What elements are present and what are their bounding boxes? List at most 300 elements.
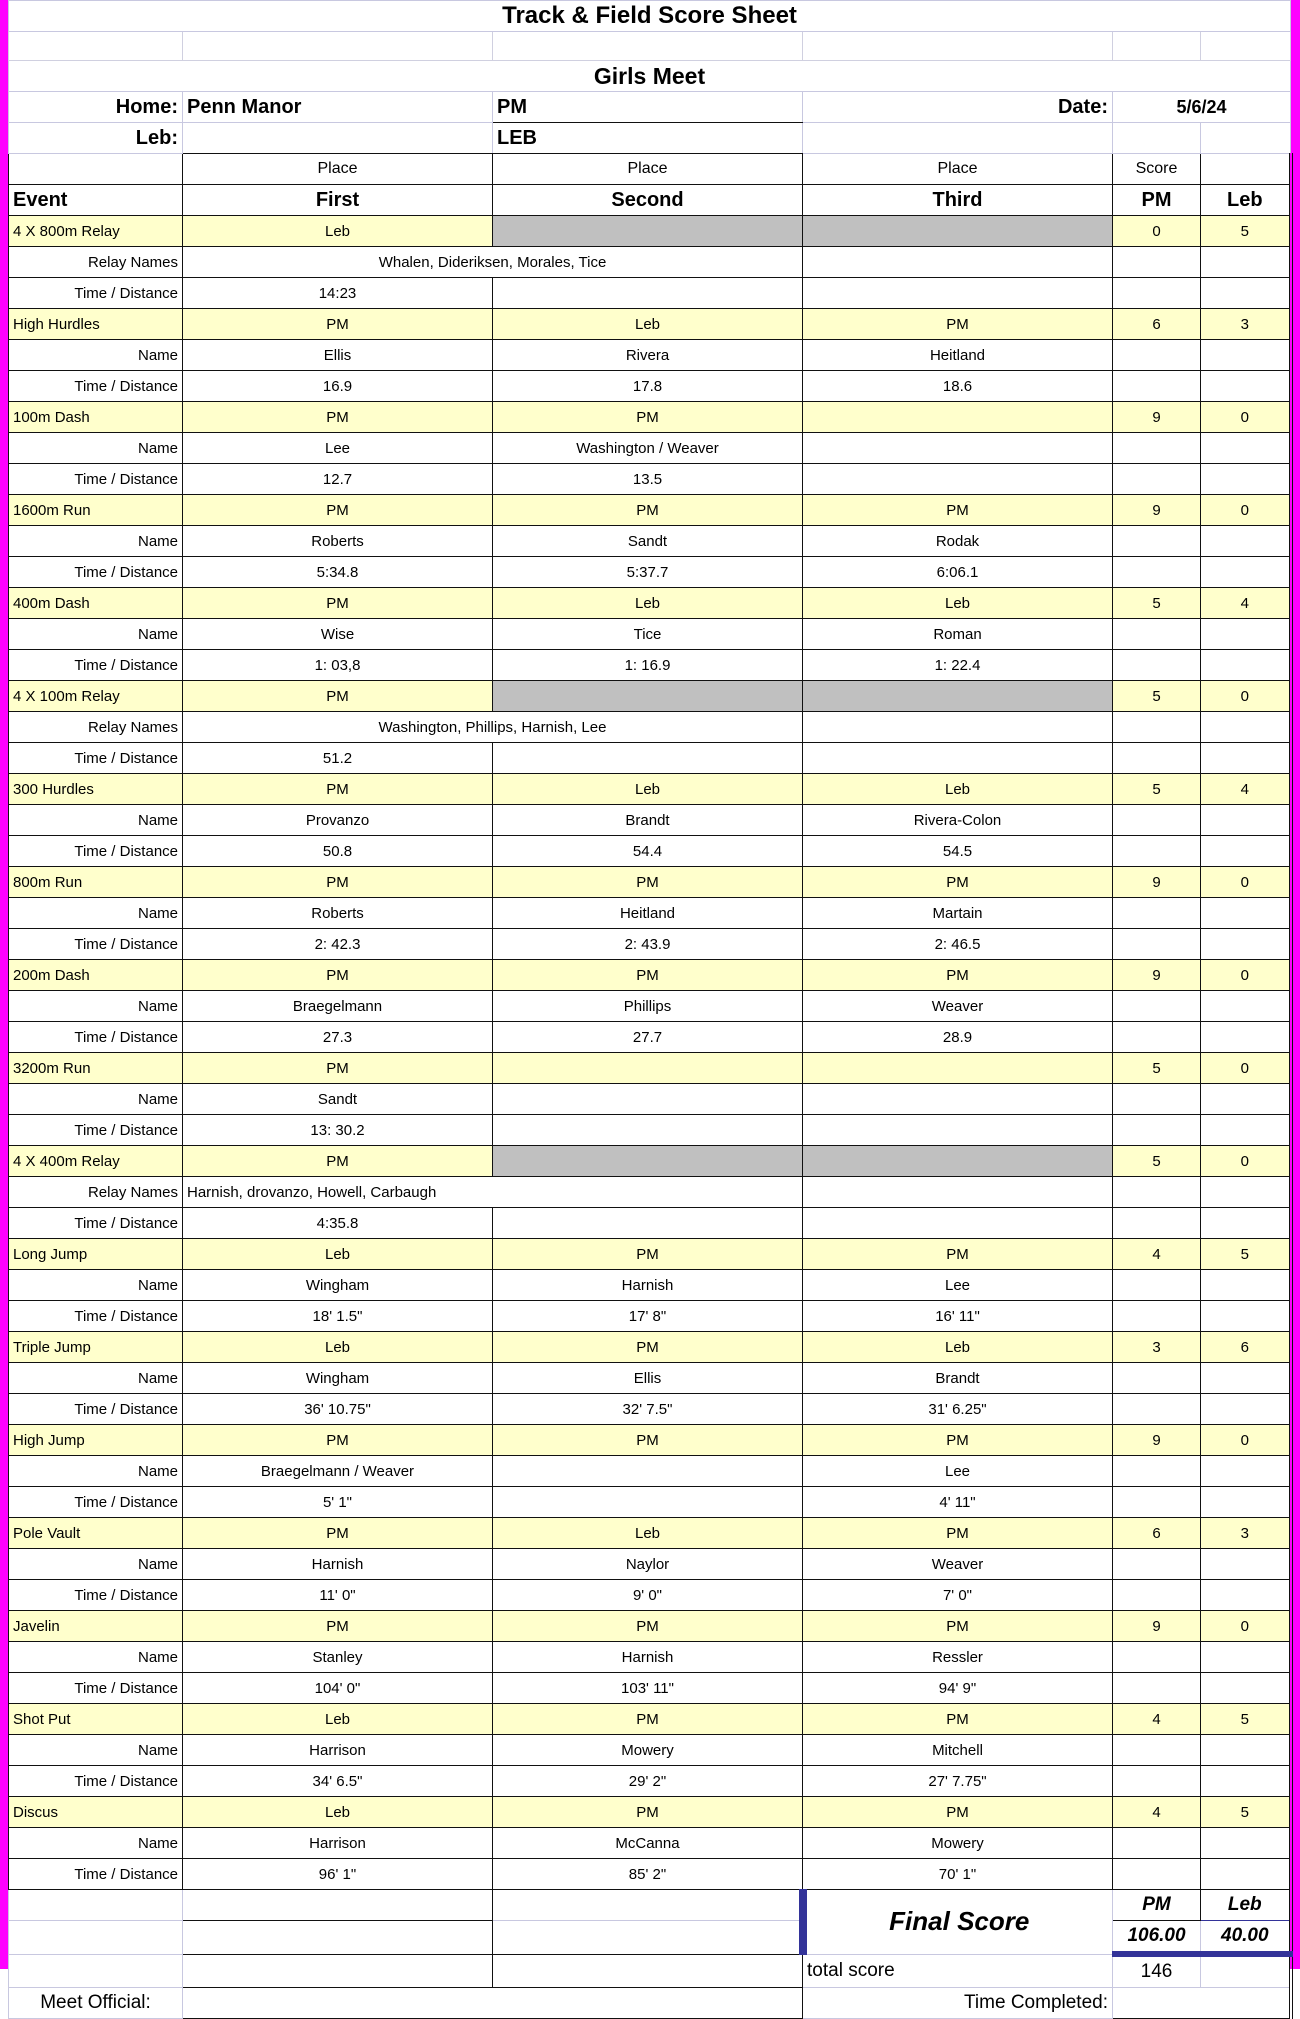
second-place-mark (493, 278, 803, 309)
time-distance-label: Time / Distance (9, 929, 183, 960)
third-place-team: PM (803, 1518, 1113, 1549)
third-place-team: PM (803, 1797, 1113, 1828)
first-place-team: Leb (183, 1797, 493, 1828)
event-row (9, 1704, 1291, 1735)
event-row (9, 1611, 1291, 1642)
second-place-mark: 29' 2" (493, 1766, 803, 1797)
third-place-team: Leb (803, 588, 1113, 619)
time-distance-label: Time / Distance (9, 1487, 183, 1518)
names-row-label: Relay Names (9, 1177, 183, 1208)
first-place-team: Leb (183, 1239, 493, 1270)
second-place-team: PM (493, 1704, 803, 1735)
second-place-athlete: Brandt (493, 805, 803, 836)
times-row (9, 1022, 1291, 1053)
third-place-mark: 16' 11" (803, 1301, 1113, 1332)
time-distance-label: Time / Distance (9, 1859, 183, 1890)
third-place-athlete (803, 433, 1113, 464)
leb-points: 0 (1201, 495, 1291, 526)
first-place-mark: 36' 10.75" (183, 1394, 493, 1425)
first-place-team: PM (183, 495, 493, 526)
times-row (9, 836, 1291, 867)
pm-points: 9 (1113, 495, 1201, 526)
pm-points: 5 (1113, 588, 1201, 619)
first-place-athlete: Lee (183, 433, 493, 464)
third-place-mark: 7' 0" (803, 1580, 1113, 1611)
second-place-mark: 17' 8" (493, 1301, 803, 1332)
times-row (9, 1394, 1291, 1425)
event-row (9, 1332, 1291, 1363)
final-pm-label: PM (1113, 1890, 1201, 1921)
first-place-mark: 14:23 (183, 278, 493, 309)
event-row (9, 495, 1291, 526)
names-row-label: Relay Names (9, 247, 183, 278)
second-place-team: PM (493, 402, 803, 433)
leb-points: 0 (1201, 960, 1291, 991)
time-distance-label: Time / Distance (9, 557, 183, 588)
relay-names: Whalen, Dideriksen, Morales, Tice (183, 247, 803, 278)
pm-points: 5 (1113, 774, 1201, 805)
second-place-athlete: Washington / Weaver (493, 433, 803, 464)
first-place-athlete: Wingham (183, 1363, 493, 1394)
second-place-mark: 54.4 (493, 836, 803, 867)
home-team: Penn Manor (183, 92, 493, 123)
date-label: Date: (803, 92, 1113, 123)
names-row-label: Name (9, 1270, 183, 1301)
names-row-label: Name (9, 1735, 183, 1766)
event-name: Triple Jump (9, 1332, 183, 1363)
times-row (9, 371, 1291, 402)
first-place-athlete: Provanzo (183, 805, 493, 836)
leb-points: 4 (1201, 774, 1291, 805)
third-place-team (803, 216, 1113, 247)
names-row (9, 526, 1291, 557)
second-place-team: Leb (493, 1518, 803, 1549)
pm-points: 4 (1113, 1239, 1201, 1270)
second-place-team: PM (493, 1611, 803, 1642)
pm-points: 5 (1113, 681, 1201, 712)
third-place-team: PM (803, 960, 1113, 991)
third-place-mark: 2: 46.5 (803, 929, 1113, 960)
first-place-mark: 12.7 (183, 464, 493, 495)
third-place-athlete: Weaver (803, 1549, 1113, 1580)
names-row (9, 1828, 1291, 1859)
first-place-team: Leb (183, 1332, 493, 1363)
second-place-athlete: Sandt (493, 526, 803, 557)
first-place-athlete: Wingham (183, 1270, 493, 1301)
pm-points: 6 (1113, 1518, 1201, 1549)
home-abbr: PM (493, 92, 803, 123)
first-place-mark: 4:35.8 (183, 1208, 493, 1239)
leb-points: 0 (1201, 1053, 1291, 1084)
times-row (9, 1859, 1291, 1890)
first-place-athlete: Wise (183, 619, 493, 650)
third-place-athlete: Heitland (803, 340, 1113, 371)
meet-official-field[interactable] (183, 1988, 803, 2019)
leb-points: 3 (1201, 309, 1291, 340)
leb-points: 4 (1201, 588, 1291, 619)
names-row (9, 1363, 1291, 1394)
first-place-athlete: Braegelmann / Weaver (183, 1456, 493, 1487)
third-place-team: PM (803, 495, 1113, 526)
third-place-mark: 94' 9" (803, 1673, 1113, 1704)
first-place-athlete: Roberts (183, 898, 493, 929)
first-place-team: PM (183, 867, 493, 898)
first-place-mark: 51.2 (183, 743, 493, 774)
third-place-team (803, 681, 1113, 712)
score-sheet (8, 0, 1290, 2019)
third-place-mark: 27' 7.75" (803, 1766, 1113, 1797)
times-row (9, 650, 1291, 681)
leb-points: 0 (1201, 1425, 1291, 1456)
meet-name: Girls Meet (9, 61, 1291, 92)
second-place-athlete: Naylor (493, 1549, 803, 1580)
event-row (9, 1518, 1291, 1549)
names-row (9, 805, 1291, 836)
header-pm: PM (1113, 185, 1201, 216)
first-place-mark: 5' 1" (183, 1487, 493, 1518)
names-row (9, 340, 1291, 371)
second-place-team: Leb (493, 588, 803, 619)
pm-points: 9 (1113, 960, 1201, 991)
event-name: Discus (9, 1797, 183, 1828)
third-place-mark (803, 743, 1113, 774)
score-label: Score (1113, 154, 1201, 185)
header-first: First (183, 185, 493, 216)
second-place-team: PM (493, 1797, 803, 1828)
second-place-team: PM (493, 960, 803, 991)
third-place-team: PM (803, 1239, 1113, 1270)
final-leb-label: Leb (1201, 1890, 1291, 1921)
times-row (9, 929, 1291, 960)
names-row-label: Name (9, 1828, 183, 1859)
times-row (9, 1580, 1291, 1611)
pm-points: 5 (1113, 1053, 1201, 1084)
names-row (9, 433, 1291, 464)
names-row-label: Relay Names (9, 712, 183, 743)
second-place-athlete: McCanna (493, 1828, 803, 1859)
third-place-team: PM (803, 1704, 1113, 1735)
names-row (9, 898, 1291, 929)
third-place-team: PM (803, 309, 1113, 340)
event-row (9, 1053, 1291, 1084)
times-row (9, 1115, 1291, 1146)
relay-names: Washington, Phillips, Harnish, Lee (183, 712, 803, 743)
first-place-mark: 104' 0" (183, 1673, 493, 1704)
names-row (9, 1456, 1291, 1487)
first-place-team: Leb (183, 216, 493, 247)
time-distance-label: Time / Distance (9, 1673, 183, 1704)
third-place-team: Leb (803, 774, 1113, 805)
third-place-athlete: Roman (803, 619, 1113, 650)
away-abbr: LEB (493, 123, 803, 154)
event-row (9, 1146, 1291, 1177)
home-label: Home: (9, 92, 183, 123)
second-place-team (493, 681, 803, 712)
leb-points: 5 (1201, 216, 1291, 247)
leb-points: 5 (1201, 1239, 1291, 1270)
third-place-athlete: Mowery (803, 1828, 1113, 1859)
first-place-mark: 16.9 (183, 371, 493, 402)
names-row-label: Name (9, 526, 183, 557)
sheet-title: Track & Field Score Sheet (9, 1, 1291, 32)
third-place-athlete (803, 1084, 1113, 1115)
third-place-athlete: Weaver (803, 991, 1113, 1022)
third-place-mark (803, 464, 1113, 495)
names-row-label: Name (9, 991, 183, 1022)
first-place-mark: 2: 42.3 (183, 929, 493, 960)
leb-points: 0 (1201, 402, 1291, 433)
third-place-mark: 6:06.1 (803, 557, 1113, 588)
event-name: Pole Vault (9, 1518, 183, 1549)
third-place-mark: 4' 11" (803, 1487, 1113, 1518)
first-place-mark: 18' 1.5" (183, 1301, 493, 1332)
time-distance-label: Time / Distance (9, 371, 183, 402)
second-place-mark (493, 743, 803, 774)
first-place-team: PM (183, 1425, 493, 1456)
leb-points: 5 (1201, 1704, 1291, 1735)
time-distance-label: Time / Distance (9, 650, 183, 681)
third-place-athlete: Mitchell (803, 1735, 1113, 1766)
second-place-athlete: Mowery (493, 1735, 803, 1766)
meet-official-label: Meet Official: (9, 1988, 183, 2019)
pm-points: 4 (1113, 1704, 1201, 1735)
names-row (9, 991, 1291, 1022)
time-distance-label: Time / Distance (9, 278, 183, 309)
score-table (8, 0, 1293, 2019)
second-place-athlete: Rivera (493, 340, 803, 371)
third-place-athlete: Brandt (803, 1363, 1113, 1394)
first-place-athlete: Braegelmann (183, 991, 493, 1022)
second-place-mark: 103' 11" (493, 1673, 803, 1704)
time-distance-label: Time / Distance (9, 1115, 183, 1146)
leb-points: 0 (1201, 1611, 1291, 1642)
times-row (9, 1487, 1291, 1518)
second-place-team (493, 216, 803, 247)
first-place-athlete: Ellis (183, 340, 493, 371)
leb-points: 0 (1201, 1146, 1291, 1177)
pm-points: 9 (1113, 1425, 1201, 1456)
third-place-athlete: Martain (803, 898, 1113, 929)
time-distance-label: Time / Distance (9, 1766, 183, 1797)
first-place-athlete: Harnish (183, 1549, 493, 1580)
second-place-athlete: Tice (493, 619, 803, 650)
first-place-mark: 34' 6.5" (183, 1766, 493, 1797)
second-place-mark: 32' 7.5" (493, 1394, 803, 1425)
first-place-athlete: Roberts (183, 526, 493, 557)
names-row-label: Name (9, 340, 183, 371)
third-place-mark: 54.5 (803, 836, 1113, 867)
relay-names: Harnish, drovanzo, Howell, Carbaugh (183, 1177, 803, 1208)
second-place-team: Leb (493, 774, 803, 805)
final-leb-total: 40.00 (1201, 1921, 1291, 1955)
times-row (9, 1673, 1291, 1704)
times-row (9, 278, 1291, 309)
leb-points: 0 (1201, 867, 1291, 898)
first-place-mark: 5:34.8 (183, 557, 493, 588)
third-place-team (803, 1146, 1113, 1177)
second-place-team: PM (493, 1239, 803, 1270)
time-distance-label: Time / Distance (9, 1580, 183, 1611)
pm-points: 4 (1113, 1797, 1201, 1828)
time-distance-label: Time / Distance (9, 743, 183, 774)
names-row-label: Name (9, 1456, 183, 1487)
second-place-team: Leb (493, 309, 803, 340)
second-place-mark: 27.7 (493, 1022, 803, 1053)
second-place-mark (493, 1208, 803, 1239)
first-place-athlete: Stanley (183, 1642, 493, 1673)
time-distance-label: Time / Distance (9, 836, 183, 867)
event-row (9, 867, 1291, 898)
second-place-mark: 13.5 (493, 464, 803, 495)
second-place-team: PM (493, 867, 803, 898)
second-place-team: PM (493, 1332, 803, 1363)
third-place-team: PM (803, 1611, 1113, 1642)
event-row (9, 1797, 1291, 1828)
names-row-label: Name (9, 1549, 183, 1580)
times-row (9, 1301, 1291, 1332)
time-completed-label: Time Completed: (803, 1988, 1113, 2019)
third-place-athlete: Ressler (803, 1642, 1113, 1673)
first-place-mark: 27.3 (183, 1022, 493, 1053)
times-row (9, 743, 1291, 774)
third-place-mark: 31' 6.25" (803, 1394, 1113, 1425)
second-place-athlete: Phillips (493, 991, 803, 1022)
event-row (9, 960, 1291, 991)
names-row-label: Name (9, 1642, 183, 1673)
first-place-team: PM (183, 1053, 493, 1084)
event-row (9, 309, 1291, 340)
names-row-label: Name (9, 1363, 183, 1394)
times-row (9, 557, 1291, 588)
second-place-athlete: Ellis (493, 1363, 803, 1394)
event-row (9, 216, 1291, 247)
third-place-team: Leb (803, 1332, 1113, 1363)
second-place-athlete: Harnish (493, 1270, 803, 1301)
names-row (9, 1270, 1291, 1301)
times-row (9, 1766, 1291, 1797)
second-place-athlete: Heitland (493, 898, 803, 929)
time-distance-label: Time / Distance (9, 1022, 183, 1053)
header-leb: Leb (1201, 185, 1291, 216)
event-name: 800m Run (9, 867, 183, 898)
third-place-athlete: Lee (803, 1456, 1113, 1487)
names-row-label: Name (9, 1084, 183, 1115)
first-place-team: PM (183, 402, 493, 433)
names-row-label: Name (9, 805, 183, 836)
first-place-team: PM (183, 1518, 493, 1549)
first-place-team: PM (183, 1146, 493, 1177)
names-row (9, 1177, 1291, 1208)
place-label-third: Place (803, 154, 1113, 185)
pm-points: 9 (1113, 867, 1201, 898)
event-row (9, 774, 1291, 805)
first-place-athlete: Sandt (183, 1084, 493, 1115)
event-row (9, 402, 1291, 433)
first-place-mark: 50.8 (183, 836, 493, 867)
names-row (9, 247, 1291, 278)
second-place-mark: 5:37.7 (493, 557, 803, 588)
times-row (9, 1208, 1291, 1239)
third-place-athlete: Rodak (803, 526, 1113, 557)
second-place-athlete: Harnish (493, 1642, 803, 1673)
final-pm-total: 106.00 (1113, 1921, 1201, 1955)
final-score-label: Final Score (803, 1890, 1113, 1955)
event-row (9, 588, 1291, 619)
time-distance-label: Time / Distance (9, 1301, 183, 1332)
event-name: 4 X 800m Relay (9, 216, 183, 247)
time-distance-label: Time / Distance (9, 1394, 183, 1425)
first-place-team: PM (183, 681, 493, 712)
times-row (9, 464, 1291, 495)
pm-points: 9 (1113, 402, 1201, 433)
event-row (9, 1425, 1291, 1456)
time-completed-field[interactable] (1113, 1988, 1291, 2019)
first-place-mark: 13: 30.2 (183, 1115, 493, 1146)
page-left-edge (0, 0, 8, 1969)
pm-points: 5 (1113, 1146, 1201, 1177)
first-place-athlete: Harrison (183, 1828, 493, 1859)
names-row (9, 1549, 1291, 1580)
names-row (9, 1642, 1291, 1673)
event-name: Javelin (9, 1611, 183, 1642)
names-row (9, 1084, 1291, 1115)
second-place-mark: 17.8 (493, 371, 803, 402)
place-label-second: Place (493, 154, 803, 185)
names-row (9, 619, 1291, 650)
second-place-mark: 1: 16.9 (493, 650, 803, 681)
first-place-team: PM (183, 960, 493, 991)
second-place-mark: 2: 43.9 (493, 929, 803, 960)
header-second: Second (493, 185, 803, 216)
first-place-mark: 11' 0" (183, 1580, 493, 1611)
second-place-athlete (493, 1084, 803, 1115)
third-place-athlete: Lee (803, 1270, 1113, 1301)
third-place-mark (803, 1115, 1113, 1146)
header-event: Event (9, 185, 183, 216)
event-row (9, 1239, 1291, 1270)
third-place-team: PM (803, 867, 1113, 898)
leb-points: 3 (1201, 1518, 1291, 1549)
away-label: Leb: (9, 123, 183, 154)
header-third: Third (803, 185, 1113, 216)
first-place-team: PM (183, 774, 493, 805)
event-name: High Hurdles (9, 309, 183, 340)
event-name: 400m Dash (9, 588, 183, 619)
event-name: 4 X 100m Relay (9, 681, 183, 712)
first-place-team: PM (183, 588, 493, 619)
event-name: 100m Dash (9, 402, 183, 433)
event-name: Shot Put (9, 1704, 183, 1735)
leb-points: 5 (1201, 1797, 1291, 1828)
third-place-mark: 18.6 (803, 371, 1113, 402)
first-place-team: Leb (183, 1704, 493, 1735)
leb-points: 6 (1201, 1332, 1291, 1363)
third-place-mark (803, 278, 1113, 309)
first-place-team: PM (183, 1611, 493, 1642)
third-place-mark: 28.9 (803, 1022, 1113, 1053)
time-distance-label: Time / Distance (9, 464, 183, 495)
first-place-team: PM (183, 309, 493, 340)
meet-date: 5/6/24 (1113, 92, 1291, 123)
names-row (9, 712, 1291, 743)
first-place-mark: 96' 1" (183, 1859, 493, 1890)
event-name: 4 X 400m Relay (9, 1146, 183, 1177)
first-place-mark: 1: 03,8 (183, 650, 493, 681)
third-place-mark (803, 1208, 1113, 1239)
names-row-label: Name (9, 898, 183, 929)
second-place-team (493, 1053, 803, 1084)
total-score-label: total score (803, 1954, 1113, 1988)
